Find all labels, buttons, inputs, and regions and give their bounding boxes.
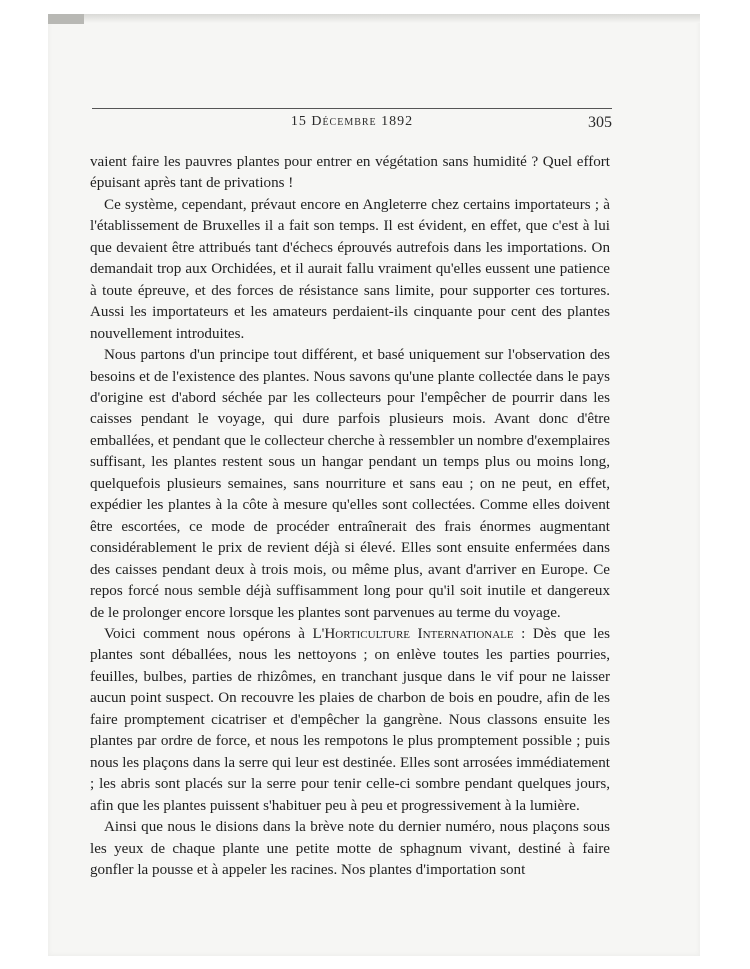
publication-name: L'Horticulture Internationale <box>312 625 514 642</box>
paragraph-sphagnum: Ainsi que nous le disions dans la brève note du dernier numéro, nous plaçons sous les yeux de chaque plante une petite motte de sphagnum vivant, destiné à faire gonfler la pousse et à appeler les racines. Nos plantes d'importation sont <box>90 819 610 878</box>
paragraph-principe: Nous partons d'un principe tout différent, et basé uniquement sur l'observation des besoins et de l'existence des plantes. Nous savons qu'une plante collectée dans le pays d'origine est d'abord séchée par les collecteurs pour l'empêcher de pourrir dans les caisses pendant le voyage, qui dure parfois plusieurs mois. Avant donc d'être emballées, et pendant que le collecteur cherche à ressembler un nombre d'exemplaires suffisant, les plantes restent sous un hangar pendant un temps plus ou moins long, quelquefois plusieurs semaines, sans nourriture et sans eau ; on ne peut, en effet, expédier les plantes à la côte à mesure qu'elles sont collectées. Comme elles doivent être escortées, ce mode de procéder entraînerait des frais énormes augmentant considérablement le prix de revient déjà si élevé. Elles sont ensuite enfermées dans des caisses pendant deux à trois mois, ou même plus, avant d'arriver en Europe. Ce repos forcé nous semble déjà suffisamment long pour qu'il soit inutile et dangereux de le prolonger encore lorsque les plantes sont parvenues au terme du voyage. <box>90 347 610 621</box>
page-top-shadow <box>48 14 700 23</box>
article-body <box>90 152 610 881</box>
paragraph-systeme: Ce système, cependant, prévaut encore en Angleterre chez certains importateurs ; à l'établissement de Bruxelles il a fait son temps. Il est évident, en effet, que c'est à lui que devaient être attribués tant d'échecs éprouvés autrefois dans les importations. On demandait trop aux Orchidées, et il aurait fallu vraiment qu'elles eussent une patience à toute épreuve, et des forces de résistance sans limite, pour supporter ces tortures. Aussi les importateurs et les amateurs perdaient-ils cinquante pour cent des plantes nouvellement introduites. <box>90 196 610 342</box>
running-head <box>92 110 612 130</box>
scan-corner-mark <box>48 14 84 24</box>
page-number: 305 <box>588 114 612 131</box>
paragraph-operations-lead: Voici comment nous opérons à <box>104 625 313 642</box>
paragraph-continuation: vaient faire les pauvres plantes pour entrer en végétation sans humidité ? Quel effort épuisant après tant de privations ! <box>90 154 610 192</box>
paragraph-operations <box>90 624 610 817</box>
header-date: 15 Décembre 1892 <box>290 114 414 129</box>
paragraph-operations-rest: : Dès que les plantes sont déballées, nous les nettoyons ; on enlève toutes les parties pourries, feuilles, bulbes, parties de rhizômes, en tranchant jusque dans le vif pour ne laisser aucun point suspect. On recouvre les plaies de charbon de bois en poudre, afin de les faire promptement cicatriser et d'empêcher la gangrène. Nous classons ensuite les plantes par ordre de force, et nous les rempotons le plus promptement possible ; puis nous les plaçons dans la serre qui leur est destinée. Elles sont arrosées immédiatement ; les abris sont placés sur la serre pour tenir celle-ci sombre pendant quelques jours, afin que les plantes puissent s'habituer peu à peu et progressivement à la lumière. <box>90 625 610 814</box>
header-rule <box>92 108 612 109</box>
